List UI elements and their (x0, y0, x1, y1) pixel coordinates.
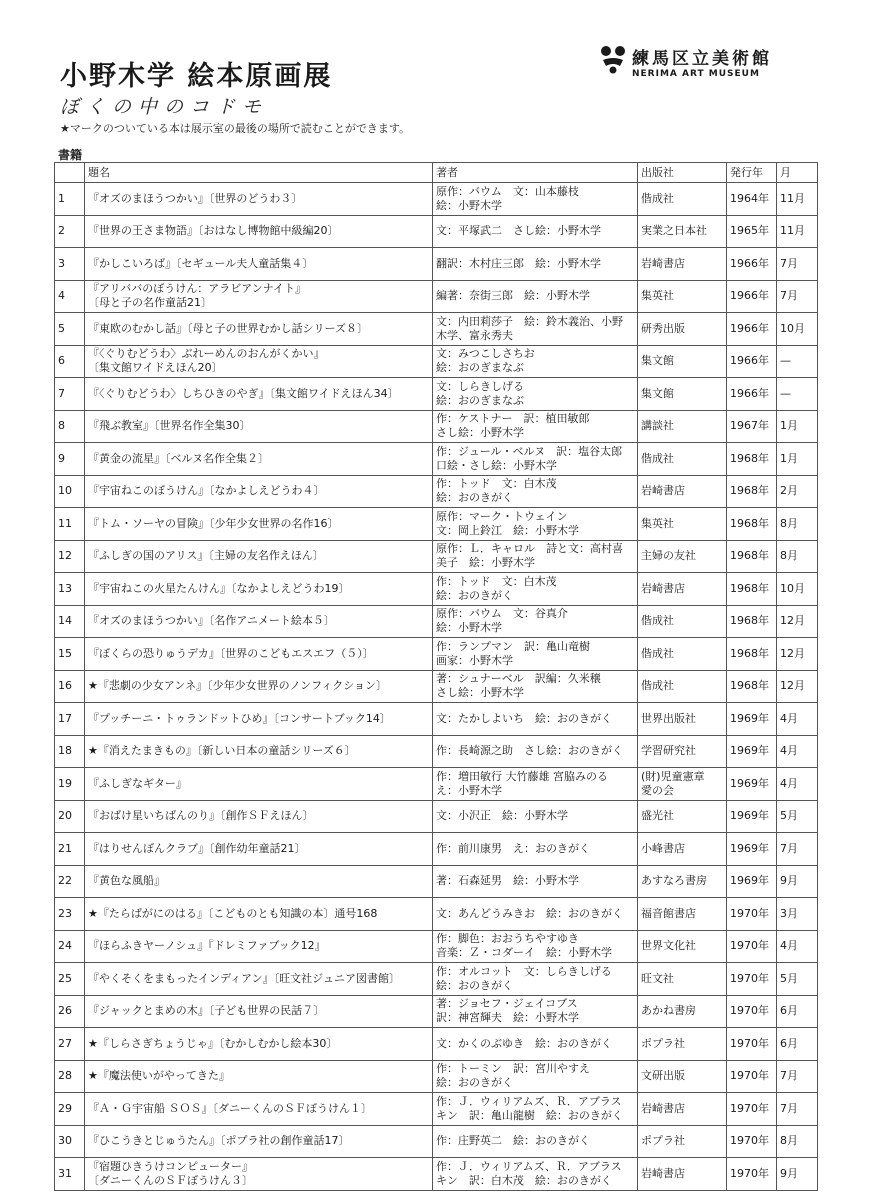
cell-title: 『宇宙ねこの火星たんけん』〔なかよしえどうわ19〕 (85, 573, 433, 606)
cell-year: 1970年 (727, 1093, 777, 1126)
cell-author: 作：トッド 文：白木茂 絵：おのきがく (433, 475, 638, 508)
cell-title: 『黄色な風船』 (85, 865, 433, 898)
cell-no: 6 (55, 345, 85, 378)
cell-no: 2 (55, 215, 85, 248)
cell-no: 9 (55, 443, 85, 476)
table-row (55, 313, 818, 346)
table-row (55, 248, 818, 281)
cell-publisher: (財)児童憲章 愛の会 (638, 768, 727, 801)
cell-publisher: 世界文化社 (638, 930, 727, 963)
cell-year: 1968年 (727, 475, 777, 508)
cell-author: 翻訳：木村庄三郎 絵：小野木学 (433, 248, 638, 281)
table-row (55, 703, 818, 736)
cell-year: 1966年 (727, 280, 777, 313)
cell-author: 作：Ｊ．ウィリアムズ、Ｒ．アブラス キン 訳：白木茂 絵：おのきがく (433, 1158, 638, 1191)
cell-year: 1970年 (727, 963, 777, 996)
table-row (55, 1158, 818, 1191)
cell-author: 文：みつこしさちお 絵：おのぎまなぶ (433, 345, 638, 378)
cell-month: 10月 (777, 573, 818, 606)
cell-year: 1966年 (727, 313, 777, 346)
cell-title: ★『魔法使いがやってきた』 (85, 1060, 433, 1093)
cell-title: ★『たらばがにのはる』〔こどものとも知識の本〕通号168 (85, 898, 433, 931)
cell-month: 10月 (777, 313, 818, 346)
table-row (55, 1060, 818, 1093)
cell-no: 3 (55, 248, 85, 281)
cell-publisher: 偕成社 (638, 443, 727, 476)
table-row (55, 475, 818, 508)
cell-year: 1970年 (727, 898, 777, 931)
cell-month: 12月 (777, 605, 818, 638)
cell-author: 作：トッド 文：白木茂 絵：おのきがく (433, 573, 638, 606)
cell-month: 8月 (777, 540, 818, 573)
cell-title: 『〈ぐりむどうわ〉しちひきのやぎ』〔集文館ワイドえほん34〕 (85, 378, 433, 411)
cell-year: 1965年 (727, 215, 777, 248)
cell-month: 7月 (777, 833, 818, 866)
cell-publisher: あかね書房 (638, 995, 727, 1028)
cell-publisher: 盛光社 (638, 800, 727, 833)
cell-author: 著：シュナーベル 訳編：久米穣 さし絵：小野木学 (433, 670, 638, 703)
cell-author: 原作：Ｌ．キャロル 詩と文：高村喜 美子 絵：小野木学 (433, 540, 638, 573)
cell-year: 1969年 (727, 865, 777, 898)
cell-no: 12 (55, 540, 85, 573)
table-row (55, 215, 818, 248)
table-row (55, 995, 818, 1028)
cell-month: 4月 (777, 735, 818, 768)
cell-no: 27 (55, 1028, 85, 1061)
cell-author: 作：Ｊ．ウィリアムズ、Ｒ．アブラス キン 訳：亀山龍樹 絵：おのきがく (433, 1093, 638, 1126)
table-row (55, 768, 818, 801)
cell-publisher: 旺文社 (638, 963, 727, 996)
header-title: 題名 (85, 163, 433, 183)
cell-author: 作：脚色：おおうちやすゆき 音楽：Ｚ・コダーイ 絵：小野木学 (433, 930, 638, 963)
cell-no: 17 (55, 703, 85, 736)
cell-no: 29 (55, 1093, 85, 1126)
table-row (55, 1093, 818, 1126)
table-row (55, 605, 818, 638)
cell-no: 11 (55, 508, 85, 541)
table-header-row (55, 163, 818, 183)
cell-month: 9月 (777, 1158, 818, 1191)
table-row (55, 378, 818, 411)
cell-publisher: 岩崎書店 (638, 1158, 727, 1191)
cell-no: 10 (55, 475, 85, 508)
cell-year: 1970年 (727, 930, 777, 963)
cell-publisher: 世界出版社 (638, 703, 727, 736)
cell-author: 作：ジュール・ベルヌ 訳：塩谷太郎 口絵・さし絵：小野木学 (433, 443, 638, 476)
cell-author: 作：トーミン 訳：宮川やすえ 絵：おのきがく (433, 1060, 638, 1093)
cell-author: 著：ジョセフ・ジェイコブス 訳：神宮輝夫 絵：小野木学 (433, 995, 638, 1028)
cell-title: 『東欧のむかし話』〔母と子の世界むかし話シリーズ８〕 (85, 313, 433, 346)
cell-year: 1968年 (727, 670, 777, 703)
cell-author: 文：かくのぶゆき 絵：おのきがく (433, 1028, 638, 1061)
table-row (55, 345, 818, 378)
cell-author: 原作：バウム 文：山本藤枝 絵：小野木学 (433, 183, 638, 216)
cell-month: 7月 (777, 1093, 818, 1126)
cell-title: 『おばけ星いちばんのり』〔創作ＳＦえほん〕 (85, 800, 433, 833)
header-no (55, 163, 85, 183)
cell-author: 文：小沢正 絵：小野木学 (433, 800, 638, 833)
cell-no: 19 (55, 768, 85, 801)
cell-year: 1969年 (727, 735, 777, 768)
cell-year: 1968年 (727, 638, 777, 671)
cell-author: 作：オルコット 文：しらきしげる 絵：おのきがく (433, 963, 638, 996)
cell-year: 1968年 (727, 573, 777, 606)
cell-year: 1968年 (727, 508, 777, 541)
cell-month: 7月 (777, 1060, 818, 1093)
table-body (55, 183, 818, 1191)
cell-no: 7 (55, 378, 85, 411)
cell-author: 作：増田敏行 大竹藤雄 宮脇みのる え：小野木学 (433, 768, 638, 801)
table-row (55, 638, 818, 671)
cell-author: 原作：マーク・トウェイン 文：岡上鈴江 絵：小野木学 (433, 508, 638, 541)
cell-no: 8 (55, 410, 85, 443)
cell-title: 『プッチーニ・トゥランドットひめ』〔コンサートブック14〕 (85, 703, 433, 736)
cell-publisher: 主婦の友社 (638, 540, 727, 573)
cell-title: 『ひこうきとじゅうたん』〔ポプラ社の創作童話17〕 (85, 1125, 433, 1158)
cell-publisher: 学習研究社 (638, 735, 727, 768)
cell-month: 12月 (777, 670, 818, 703)
cell-author: 作：長崎源之助 さし絵：おのきがく (433, 735, 638, 768)
cell-year: 1968年 (727, 605, 777, 638)
cell-title: ★『消えたまきもの』〔新しい日本の童話シリーズ６〕 (85, 735, 433, 768)
cell-year: 1969年 (727, 703, 777, 736)
cell-year: 1966年 (727, 248, 777, 281)
header-month: 月 (777, 163, 818, 183)
cell-title: 『トム・ソーヤの冒険』〔少年少女世界の名作16〕 (85, 508, 433, 541)
cell-no: 31 (55, 1158, 85, 1191)
cell-author: 作：ケストナー 訳：植田敏郎 さし絵：小野木学 (433, 410, 638, 443)
table-row (55, 443, 818, 476)
cell-month: 6月 (777, 1028, 818, 1061)
table-row (55, 865, 818, 898)
cell-month: 11月 (777, 215, 818, 248)
nerima-museum-logo-icon (600, 44, 626, 74)
table-row (55, 963, 818, 996)
table-row (55, 898, 818, 931)
cell-year: 1969年 (727, 800, 777, 833)
cell-month: 8月 (777, 508, 818, 541)
books-table (54, 162, 818, 1191)
cell-title: 『やくそくをまもったインディアン』〔旺文社ジュニア図書館〕 (85, 963, 433, 996)
cell-month: 5月 (777, 800, 818, 833)
table-row (55, 183, 818, 216)
cell-month: — (777, 345, 818, 378)
cell-title: 『飛ぶ教室』〔世界名作全集30〕 (85, 410, 433, 443)
cell-no: 1 (55, 183, 85, 216)
cell-author: 作：庄野英二 絵：おのきがく (433, 1125, 638, 1158)
cell-month: 3月 (777, 898, 818, 931)
section-label: 書籍 (58, 148, 83, 162)
cell-publisher: 集文館 (638, 378, 727, 411)
cell-no: 26 (55, 995, 85, 1028)
cell-no: 25 (55, 963, 85, 996)
cell-publisher: 岩崎書店 (638, 475, 727, 508)
header-publisher: 出版社 (638, 163, 727, 183)
cell-publisher: 集文館 (638, 345, 727, 378)
cell-month: 9月 (777, 865, 818, 898)
cell-title: 『黄金の流星』〔ベルヌ名作全集２〕 (85, 443, 433, 476)
table-row (55, 540, 818, 573)
cell-author: 文：平塚武二 さし絵：小野木学 (433, 215, 638, 248)
cell-month: 4月 (777, 930, 818, 963)
cell-no: 14 (55, 605, 85, 638)
cell-no: 23 (55, 898, 85, 931)
museum-name-en: NERIMA ART MUSEUM (632, 69, 760, 79)
cell-month: 4月 (777, 703, 818, 736)
cell-year: 1967年 (727, 410, 777, 443)
cell-publisher: 集英社 (638, 508, 727, 541)
cell-month: 1月 (777, 443, 818, 476)
cell-title: 『宿題ひきうけコンピューター』 〔ダニーくんのＳＦぼうけん３〕 (85, 1158, 433, 1191)
cell-month: 1月 (777, 410, 818, 443)
cell-year: 1970年 (727, 995, 777, 1028)
cell-publisher: 福音館書店 (638, 898, 727, 931)
cell-title: 『はりせんぼんクラブ』〔創作幼年童話21〕 (85, 833, 433, 866)
cell-year: 1970年 (727, 1158, 777, 1191)
cell-author: 原作：バウム 文：谷真介 絵：小野木学 (433, 605, 638, 638)
cell-month: 4月 (777, 768, 818, 801)
cell-publisher: あすなろ書房 (638, 865, 727, 898)
cell-author: 文：しらきしげる 絵：おのぎまなぶ (433, 378, 638, 411)
page-subtitle: ぼくの中のコドモ (60, 96, 269, 118)
cell-month: 8月 (777, 1125, 818, 1158)
cell-month: 12月 (777, 638, 818, 671)
cell-year: 1968年 (727, 443, 777, 476)
cell-no: 20 (55, 800, 85, 833)
cell-year: 1966年 (727, 345, 777, 378)
cell-publisher: 集英社 (638, 280, 727, 313)
cell-author: 作：ランプマン 訳：亀山竜樹 画家：小野木学 (433, 638, 638, 671)
table-row (55, 930, 818, 963)
cell-title: 『Ａ・Ｇ宇宙船 ＳＯＳ』〔ダニーくんのＳＦぼうけん１〕 (85, 1093, 433, 1126)
cell-no: 4 (55, 280, 85, 313)
table-row (55, 800, 818, 833)
cell-author: 文：内田莉莎子 絵：鈴木義治、小野 木学、富永秀夫 (433, 313, 638, 346)
museum-name-jp: 練馬区立美術館 (632, 49, 772, 69)
cell-year: 1966年 (727, 378, 777, 411)
table-row (55, 1028, 818, 1061)
cell-month: — (777, 378, 818, 411)
table-row (55, 670, 818, 703)
cell-year: 1968年 (727, 540, 777, 573)
cell-title: 『世界の王さま物語』〔おはなし博物館中級編20〕 (85, 215, 433, 248)
cell-publisher: 偕成社 (638, 638, 727, 671)
table-row (55, 1125, 818, 1158)
cell-no: 24 (55, 930, 85, 963)
cell-publisher: 偕成社 (638, 605, 727, 638)
cell-no: 18 (55, 735, 85, 768)
cell-title: ★『悲劇の少女アンネ』〔少年少女世界のノンフィクション〕 (85, 670, 433, 703)
cell-no: 22 (55, 865, 85, 898)
cell-month: 7月 (777, 280, 818, 313)
header-year: 発行年 (727, 163, 777, 183)
cell-title: 『ふしぎの国のアリス』〔主婦の友名作えほん〕 (85, 540, 433, 573)
cell-month: 11月 (777, 183, 818, 216)
cell-title: 『〈ぐりむどうわ〉ぶれーめんのおんがくかい』 〔集文館ワイドえほん20〕 (85, 345, 433, 378)
cell-author: 文：たかしよいち 絵：おのきがく (433, 703, 638, 736)
cell-no: 13 (55, 573, 85, 606)
cell-year: 1969年 (727, 833, 777, 866)
cell-title: 『ふしぎなギター』 (85, 768, 433, 801)
header-author: 著者 (433, 163, 638, 183)
cell-publisher: 岩崎書店 (638, 573, 727, 606)
cell-no: 28 (55, 1060, 85, 1093)
cell-no: 21 (55, 833, 85, 866)
cell-publisher: 偕成社 (638, 183, 727, 216)
cell-publisher: 岩崎書店 (638, 248, 727, 281)
table-row (55, 280, 818, 313)
cell-publisher: ポプラ社 (638, 1125, 727, 1158)
cell-author: 著：石森延男 絵：小野木学 (433, 865, 638, 898)
cell-title: 『オズのまほうつかい』〔世界のどうわ３〕 (85, 183, 433, 216)
cell-no: 30 (55, 1125, 85, 1158)
cell-author: 編著：奈街三郎 絵：小野木学 (433, 280, 638, 313)
cell-title: ★『しらさぎちょうじゃ』〔むかしむかし絵本30〕 (85, 1028, 433, 1061)
cell-no: 16 (55, 670, 85, 703)
cell-year: 1970年 (727, 1125, 777, 1158)
cell-year: 1970年 (727, 1060, 777, 1093)
cell-month: 6月 (777, 995, 818, 1028)
cell-year: 1970年 (727, 1028, 777, 1061)
cell-publisher: 小峰書店 (638, 833, 727, 866)
cell-publisher: 講談社 (638, 410, 727, 443)
cell-title: 『アリババのぼうけん：アラビアンナイト』 〔母と子の名作童話21〕 (85, 280, 433, 313)
table-row (55, 410, 818, 443)
cell-publisher: 研秀出版 (638, 313, 727, 346)
cell-author: 作：前川康男 え：おのきがく (433, 833, 638, 866)
museum-logo (600, 44, 820, 94)
cell-year: 1964年 (727, 183, 777, 216)
cell-no: 5 (55, 313, 85, 346)
cell-title: 『ほらふきヤーノシュ』『ドレミファブック12』 (85, 930, 433, 963)
cell-month: 5月 (777, 963, 818, 996)
page-title: 小野木学 絵本原画展 (60, 61, 333, 92)
cell-year: 1969年 (727, 768, 777, 801)
cell-title: 『宇宙ねこのぼうけん』〔なかよしえどうわ４〕 (85, 475, 433, 508)
cell-no: 15 (55, 638, 85, 671)
cell-publisher: 偕成社 (638, 670, 727, 703)
cell-title: 『かしこいろば』〔セギュール夫人童話集４〕 (85, 248, 433, 281)
cell-title: 『ジャックとまめの木』〔子ども世界の民話７〕 (85, 995, 433, 1028)
table-row (55, 735, 818, 768)
cell-publisher: 岩崎書店 (638, 1093, 727, 1126)
star-note: ★マークのついている本は展示室の最後の場所で読むことができます。 (60, 122, 410, 135)
table-row (55, 573, 818, 606)
cell-publisher: ポプラ社 (638, 1028, 727, 1061)
table-row (55, 833, 818, 866)
cell-month: 2月 (777, 475, 818, 508)
cell-month: 7月 (777, 248, 818, 281)
cell-author: 文：あんどうみきお 絵：おのきがく (433, 898, 638, 931)
cell-publisher: 実業之日本社 (638, 215, 727, 248)
page-header (60, 40, 820, 150)
cell-title: 『オズのまほうつかい』〔名作アニメート絵本５〕 (85, 605, 433, 638)
cell-title: 『ぼくらの恐りゅうデカ』〔世界のこどもエスエフ（５）〕 (85, 638, 433, 671)
table-row (55, 508, 818, 541)
cell-publisher: 文研出版 (638, 1060, 727, 1093)
